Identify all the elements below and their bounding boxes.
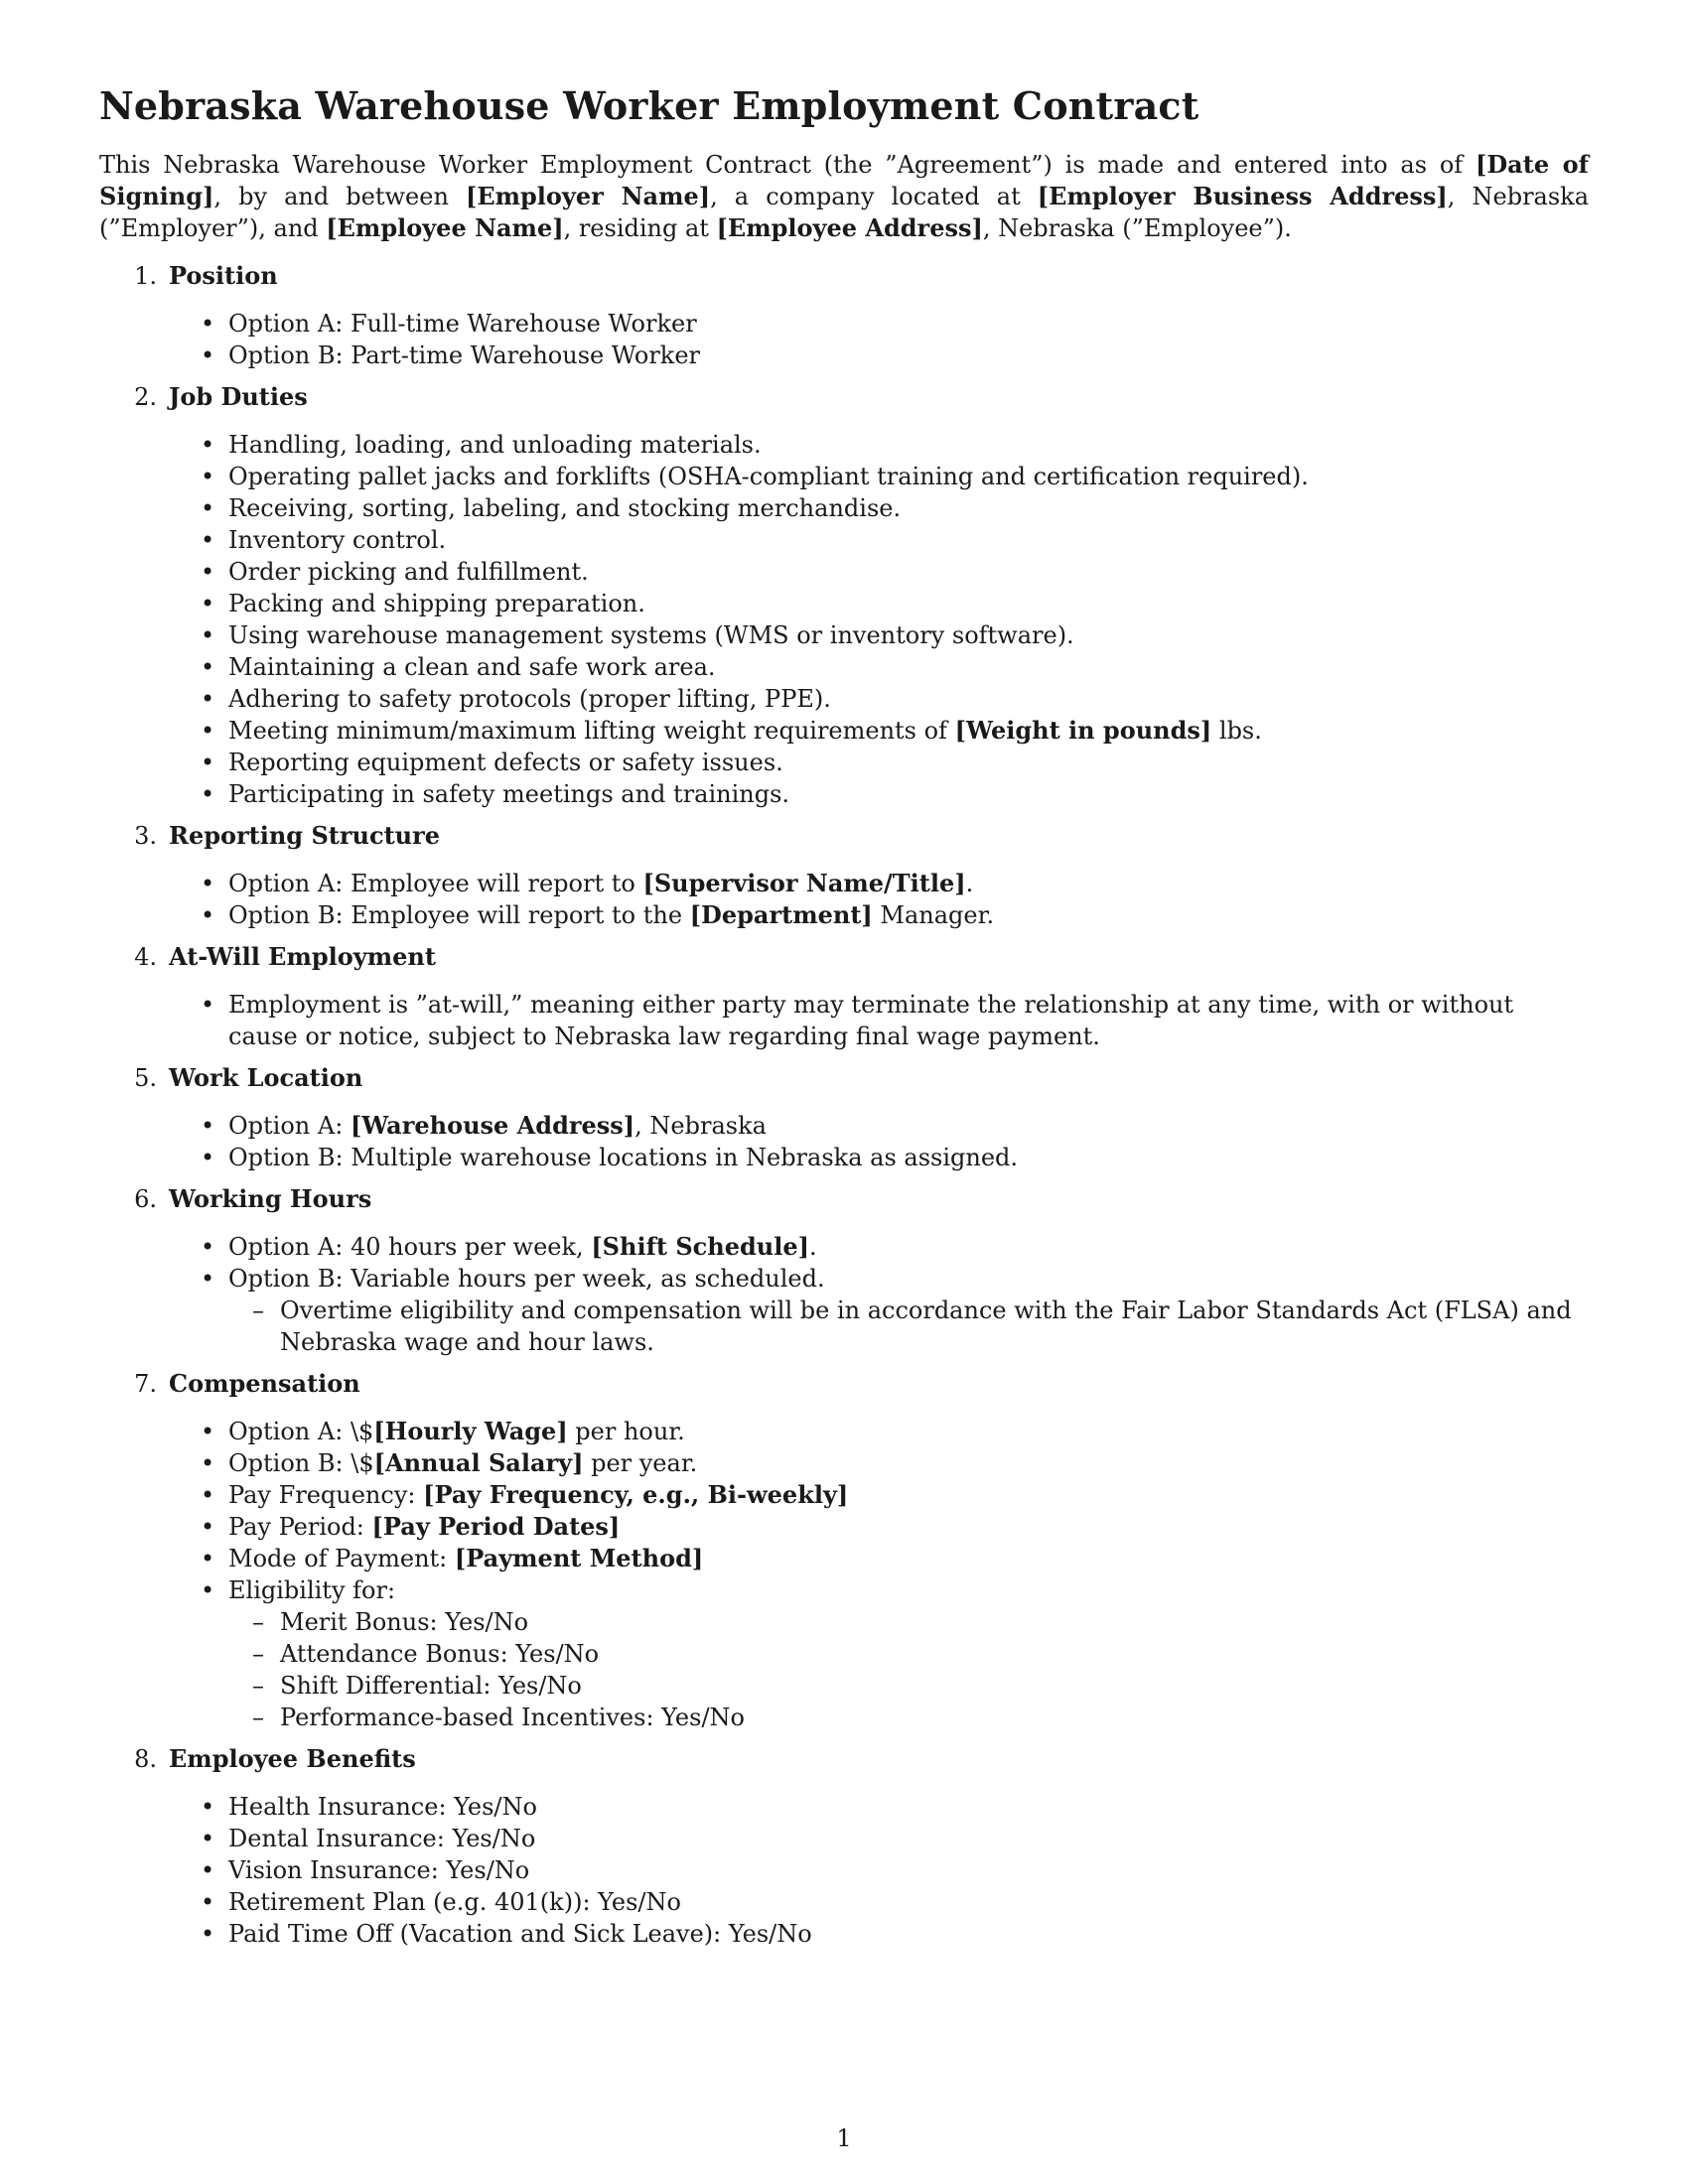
employee-address-field: [Employee Address] [716,212,983,242]
list-item [201,340,1589,371]
list-item [201,1918,1589,1950]
list-item [201,1142,1589,1173]
bullet-icon: • [201,900,215,929]
section-title: Work Location [169,1062,363,1092]
sub-list-item [252,1638,1589,1670]
pay-period-field: [Pay Period Dates] [371,1511,621,1541]
list-item [201,1231,1589,1263]
sub-items [228,1295,1589,1358]
bullet-icon: • [201,1855,215,1884]
annual-salary-field: [Annual Salary] [373,1447,584,1477]
item-text: Receiving, sorting, labeling, and stocking merchandise. [228,493,902,522]
item-text: Retirement Plan (e.g. 401(k)): Yes/No [228,1887,681,1916]
section-work-location [99,1062,1589,1173]
list-item [201,556,1589,588]
sections-list [99,260,1589,1950]
weight-in-pounds-field: [Weight in pounds] [954,715,1212,745]
section-number: 5. [134,1063,157,1092]
item-text: Option A: Full-time Warehouse Worker [228,309,697,338]
item-text: Option B: \$ [228,1448,374,1477]
bullet-icon: • [201,430,215,459]
item-text: Using warehouse management systems (WMS or inventory software). [228,620,1074,649]
item-text: Manager. [872,900,995,929]
item-text: Mode of Payment: [228,1544,455,1572]
section-title: Reporting Structure [169,820,441,850]
item-text: Order picking and fulfillment. [228,557,589,586]
list-item [201,308,1589,340]
list-item [201,492,1589,524]
section-number: 4. [134,942,157,971]
bullet-icon: • [201,1264,215,1293]
intro-text: This Nebraska Warehouse Worker Employment Contract (the ”Agreement”) is made and entered into as of [99,150,1477,179]
dash-icon: – [252,1703,264,1731]
list-item [201,1791,1589,1823]
list-item [201,524,1589,556]
hourly-wage-field: [Hourly Wage] [373,1416,568,1445]
section-items [99,1416,1589,1733]
section-number: 7. [134,1369,157,1398]
item-text: Meeting minimum/maximum lifting weight requirements of [228,716,955,745]
item-text: Option B: Employee will report to the [228,900,690,929]
bullet-icon: • [201,1111,215,1140]
section-heading [99,381,1589,413]
section-number: 8. [134,1744,157,1773]
bullet-icon: • [201,462,215,490]
bullet-icon: • [201,716,215,745]
shift-schedule-field: [Shift Schedule] [591,1231,809,1261]
item-text: Packing and shipping preparation. [228,589,645,617]
section-title: Compensation [169,1368,360,1398]
list-item [201,715,1589,747]
item-text: lbs. [1211,716,1262,745]
list-item [201,461,1589,492]
item-text: Employment is ”at-will,” meaning either party may terminate the relationship at any time, with or without cause or notice, subject to Nebraska law regarding final wage payment. [228,990,1514,1050]
section-number: 2. [134,382,157,411]
list-item [201,1263,1589,1358]
item-text: . [965,869,974,897]
item-text: Option A: \$ [228,1417,374,1445]
document-content [99,83,1589,1960]
sub-list-item [252,1295,1589,1358]
section-heading [99,1368,1589,1400]
section-position [99,260,1589,371]
bullet-icon: • [201,684,215,713]
list-item [201,1574,1589,1733]
bullet-icon: • [201,1512,215,1541]
list-item [201,1110,1589,1142]
list-item [201,588,1589,619]
item-text: Pay Frequency: [228,1480,424,1509]
sub-list-item [252,1670,1589,1702]
item-text: Option B: Variable hours per week, as scheduled. [228,1264,825,1293]
bullet-icon: • [201,1417,215,1445]
page-number: 1 [836,2124,852,2152]
section-items [99,308,1589,371]
document-title: Nebraska Warehouse Worker Employment Contract [99,83,1199,128]
bullet-icon: • [201,589,215,617]
date-of-signing-field: [Date of Signing] [99,149,1589,210]
bullet-icon: • [201,1575,215,1604]
section-number: 6. [134,1184,157,1213]
bullet-icon: • [201,1544,215,1572]
list-item [201,1854,1589,1886]
bullet-icon: • [201,1792,215,1821]
section-employee-benefits [99,1743,1589,1950]
list-item [201,1823,1589,1854]
section-items [99,1110,1589,1173]
item-text: Option B: Multiple warehouse locations in Nebraska as assigned. [228,1143,1019,1171]
item-text: Participating in safety meetings and trainings. [228,779,790,808]
section-number: 1. [134,261,157,290]
employer-address-field: [Employer Business Address] [1037,181,1448,210]
section-title: Job Duties [169,381,308,411]
section-items [99,1791,1589,1950]
list-item [201,1416,1589,1447]
list-item [201,778,1589,810]
bullet-icon: • [201,869,215,897]
item-text: Option A: 40 hours per week, [228,1232,592,1261]
list-item [201,747,1589,778]
bullet-icon: • [201,1824,215,1852]
department-field: [Department] [689,899,873,929]
list-item [201,1511,1589,1543]
bullet-icon: • [201,1480,215,1509]
section-heading [99,941,1589,973]
item-text: Paid Time Off (Vacation and Sick Leave): Yes/No [228,1919,812,1948]
bullet-icon: • [201,748,215,776]
bullet-icon: • [201,990,215,1019]
section-items [99,429,1589,810]
list-item [201,429,1589,461]
bullet-icon: • [201,525,215,554]
section-reporting-structure [99,820,1589,931]
bullet-icon: • [201,341,215,369]
item-text: . [808,1232,817,1261]
employer-name-field: [Employer Name] [465,181,711,210]
item-text: Handling, loading, and unloading materials. [228,430,762,459]
section-heading [99,1183,1589,1215]
sub-list-item [252,1606,1589,1638]
dash-icon: – [252,1639,264,1668]
section-at-will-employment [99,941,1589,1052]
warehouse-address-field: [Warehouse Address] [350,1110,635,1140]
item-text: Option A: [228,1111,351,1140]
item-text: Inventory control. [228,525,447,554]
supervisor-field: [Supervisor Name/Title] [642,868,966,897]
list-item [201,989,1589,1052]
dash-icon: – [252,1296,264,1324]
list-item [201,899,1589,931]
section-items [99,989,1589,1052]
item-text: Adhering to safety protocols (proper lifting, PPE). [228,684,831,713]
section-heading [99,260,1589,292]
section-items [99,1231,1589,1358]
item-text: Eligibility for: [228,1575,396,1604]
section-compensation [99,1368,1589,1733]
list-item [201,1543,1589,1574]
sub-items [228,1606,1589,1733]
list-item [201,651,1589,683]
pay-frequency-field: [Pay Frequency, e.g., Bi-weekly] [423,1479,849,1509]
intro-text: , a company located at [710,182,1038,210]
intro-text: , Nebraska (”Employee”). [982,213,1292,242]
bullet-icon: • [201,1143,215,1171]
bullet-icon: • [201,779,215,808]
bullet-icon: • [201,620,215,649]
bullet-icon: • [201,652,215,681]
section-job-duties [99,381,1589,810]
bullet-icon: • [201,1448,215,1477]
section-title: Employee Benefits [169,1743,416,1773]
employee-name-field: [Employee Name] [326,212,564,242]
item-text: Merit Bonus: Yes/No [280,1607,529,1636]
section-heading [99,1062,1589,1094]
intro-text: , by and between [213,182,466,210]
item-text: Operating pallet jacks and forklifts (OSHA-compliant training and certification required). [228,462,1309,490]
bullet-icon: • [201,309,215,338]
intro-text: , Nebraska (”Employer”), and [99,182,1590,242]
item-text: per hour. [567,1417,685,1445]
item-text: Shift Differential: Yes/No [280,1671,582,1700]
item-text: Health Insurance: Yes/No [228,1792,537,1821]
item-text: Performance-based Incentives: Yes/No [280,1703,745,1731]
section-heading [99,820,1589,852]
list-item [201,619,1589,651]
item-text: Option A: Employee will report to [228,869,643,897]
item-text: Attendance Bonus: Yes/No [280,1639,600,1668]
list-item [201,868,1589,899]
dash-icon: – [252,1607,264,1636]
bullet-icon: • [201,493,215,522]
item-text: Maintaining a clean and safe work area. [228,652,716,681]
bullet-icon: • [201,1919,215,1948]
item-text: Reporting equipment defects or safety issues. [228,748,783,776]
payment-method-field: [Payment Method] [454,1543,704,1572]
section-working-hours [99,1183,1589,1358]
sub-list-item [252,1702,1589,1733]
item-text: Vision Insurance: Yes/No [228,1855,530,1884]
section-title: Position [169,260,278,290]
intro-text: , residing at [563,213,717,242]
section-title: At-Will Employment [169,941,436,971]
item-text: Dental Insurance: Yes/No [228,1824,536,1852]
item-text: Option B: Part-time Warehouse Worker [228,341,701,369]
section-number: 3. [134,821,157,850]
list-item [201,1886,1589,1918]
item-text: Overtime eligibility and compensation will be in accordance with the Fair Labor Standards Act (FLSA) and Nebraska wage and hour laws. [280,1296,1572,1356]
section-title: Working Hours [169,1183,372,1213]
item-text: Pay Period: [228,1512,372,1541]
dash-icon: – [252,1671,264,1700]
section-heading [99,1743,1589,1775]
list-item [201,1447,1589,1479]
item-text: , Nebraska [634,1111,767,1140]
bullet-icon: • [201,1887,215,1916]
list-item [201,1479,1589,1511]
bullet-icon: • [201,557,215,586]
bullet-icon: • [201,1232,215,1261]
list-item [201,683,1589,715]
item-text: per year. [583,1448,698,1477]
section-items [99,868,1589,931]
intro-paragraph [99,149,1589,244]
